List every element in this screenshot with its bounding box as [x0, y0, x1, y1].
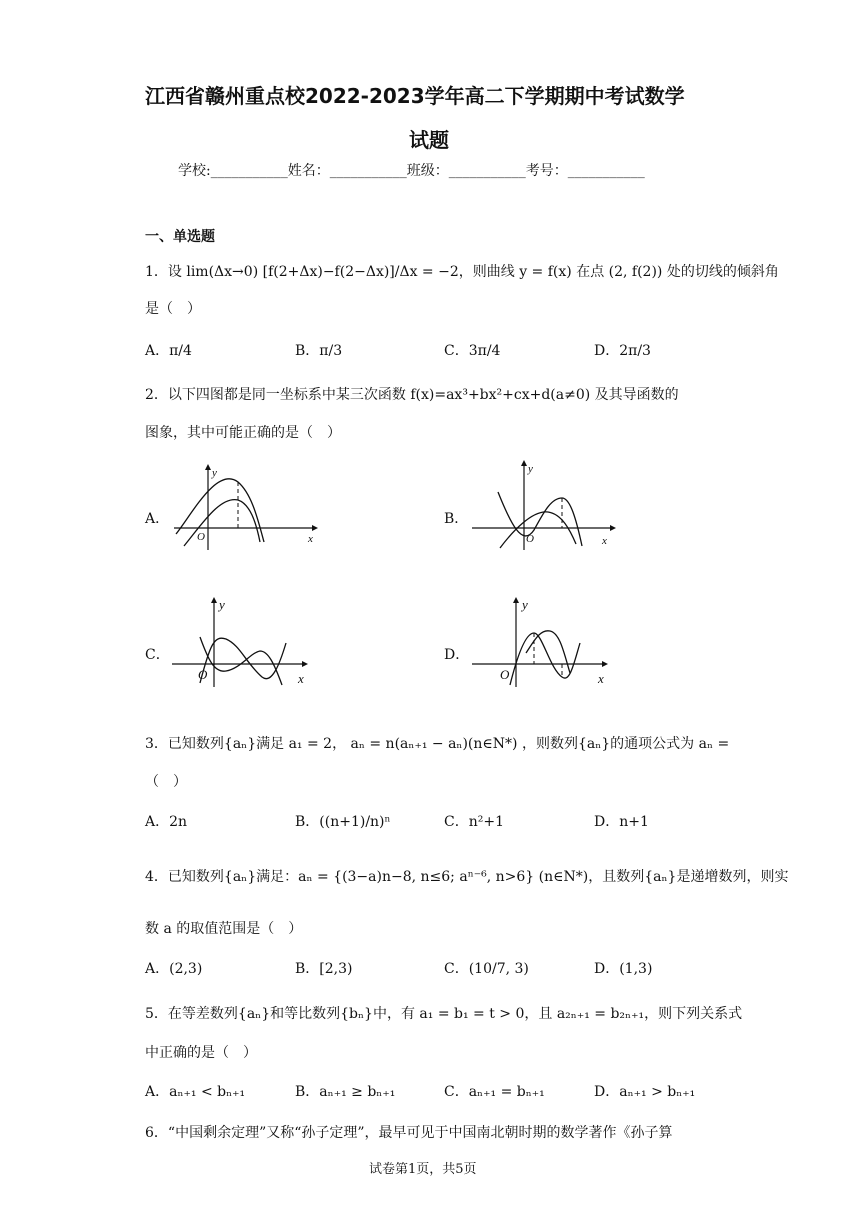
question-1-line2: 是（ ） [145, 301, 201, 317]
question-4-line1: 4．已知数列{aₙ}满足：aₙ = {(3−a)n−8, n≤6; aⁿ⁻⁶, n>6} (n∈N*)，且数列{aₙ}是递增数列，则实 [145, 869, 789, 885]
question-3-line2: （ ） [145, 774, 187, 790]
question-2-line2: 图象，其中可能正确的是（ ） [145, 425, 341, 441]
graph-a-origin: O [197, 531, 205, 543]
section-heading: 一、单选题 [145, 229, 215, 245]
graph-d-y-label: y [522, 597, 528, 612]
question-5-option-c: C．aₙ₊₁ = bₙ₊₁ [444, 1084, 545, 1100]
graph-c-y-label: y [219, 597, 225, 612]
question-5-line1: 5．在等差数列{aₙ}和等比数列{bₙ}中，有 a₁ = b₁ = t > 0，且 a₂ₙ₊₁ = b₂ₙ₊₁，则下列关系式 [145, 1006, 743, 1022]
graph-a-y-label: y [212, 467, 217, 479]
question-1-option-d: D．2π/3 [594, 343, 651, 359]
graph-d-x-label: x [598, 671, 604, 686]
exam-title-line2: 试题 [409, 128, 449, 152]
question-5-option-b: B．aₙ₊₁ ≥ bₙ₊₁ [295, 1084, 396, 1100]
student-info-fields: 学校:___________姓名：___________班级：___________考号：___________ [178, 163, 645, 179]
graph-b-y-label: y [528, 463, 533, 475]
question-5-option-d: D．aₙ₊₁ > bₙ₊₁ [594, 1084, 696, 1100]
graph-c-origin: O [198, 667, 208, 682]
graph-d-curve-2 [526, 631, 570, 673]
question-2-line1: 2．以下四图都是同一坐标系中某三次函数 f(x)=ax³+bx²+cx+d(a≠0) 及其导函数的 [145, 387, 679, 403]
graph-d-origin: O [500, 667, 510, 682]
graph-d-curve-1 [510, 633, 580, 685]
question-4-option-b: B．[2,3) [295, 961, 353, 977]
question-1-line1: 1．设 lim(Δx→0) [f(2+Δx)−f(2−Δx)]/Δx = −2，则曲线 y = f(x) 在点 (2, f(2)) 处的切线的倾斜角 [145, 264, 779, 280]
question-5-option-a: A．aₙ₊₁ < bₙ₊₁ [145, 1084, 246, 1100]
exam-title-line1: 江西省赣州重点校2022-2023学年高二下学期期中考试数学 [145, 84, 685, 108]
question-3-option-c: C．n²+1 [444, 814, 504, 830]
question-2-label-d: D． [444, 647, 470, 663]
question-4-option-a: A．(2,3) [145, 961, 203, 977]
question-3-option-d: D．n+1 [594, 814, 649, 830]
question-1-option-c: C．3π/4 [444, 343, 501, 359]
graph-d [470, 593, 620, 689]
graph-a-x-label: x [308, 533, 313, 545]
graph-a [172, 462, 322, 552]
graph-c-x-label: x [298, 671, 304, 686]
question-4-option-c: C．(10/7, 3) [444, 961, 529, 977]
question-3-line1: 3．已知数列{aₙ}满足 a₁ = 2， aₙ = n(aₙ₊₁ − aₙ)(n∈N*) ，则数列{aₙ}的通项公式为 aₙ = [145, 736, 730, 752]
graph-b-x-label: x [602, 535, 607, 547]
graph-c [170, 593, 320, 689]
question-3-option-b: B．((n+1)/n)ⁿ [295, 814, 391, 830]
question-3-option-a: A．2n [145, 814, 188, 830]
graph-c-curve-2 [200, 638, 286, 683]
question-2-label-c: C． [145, 647, 170, 663]
question-1-option-a: A．π/4 [145, 343, 192, 359]
graph-b-curve-1 [498, 492, 582, 546]
question-4-option-d: D．(1,3) [594, 961, 653, 977]
question-1-option-b: B．π/3 [295, 343, 343, 359]
question-2-label-b: B． [444, 511, 469, 527]
question-5-line2: 中正确的是（ ） [145, 1045, 257, 1061]
question-6-line1: 6．“中国剩余定理”又称“孙子定理”，最早可见于中国南北朝时期的数学著作《孙子算 [145, 1125, 673, 1141]
graph-b-origin: O [526, 533, 534, 545]
graph-b-curve-2 [500, 512, 576, 548]
question-4-line2: 数 a 的取值范围是（ ） [145, 921, 303, 937]
graph-a-curve-1 [176, 479, 264, 542]
page-footer: 试卷第1页，共5页 [369, 1162, 477, 1177]
graph-b [470, 458, 620, 552]
question-2-label-a: A． [145, 511, 170, 527]
